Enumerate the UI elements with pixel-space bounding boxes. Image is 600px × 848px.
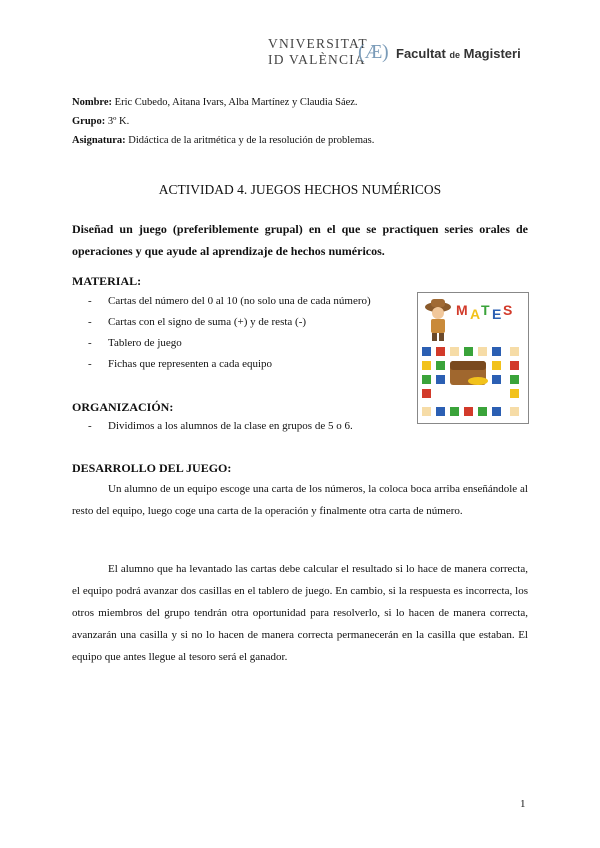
organizacion-heading: ORGANIZACIÓN: [72,400,174,414]
svg-text:S: S [503,302,513,318]
organizacion-list [88,416,353,437]
svg-text:E: E [492,306,502,322]
asignatura-value: Didáctica de la aritmética y de la resolución de problemas. [125,135,375,146]
mates-title-icon [456,302,512,322]
faculty-name [396,46,521,61]
list-item: - Cartas del número del 0 al 10 (no solo una de cada número) [88,295,371,307]
nombre-value: Eric Cubedo, Aitana Ivars, Alba Martínez y Claudia Sáez. [112,97,358,108]
game-board-icon [418,293,528,423]
desarrollo-paragraph-2: El alumno que ha levantado las cartas debe calcular el resultado si lo hace de manera correcta, el equipo podrá avanzar dos casillas en el tablero de juego. En cambio, si la respuesta es incorrecta, los otros miembros del grupo tendrán otra oportunidad para resolverlo, si lo hacen de manera correcta, avanzarán una casilla y si no lo hacen de manera correcta permanecerán en la casilla que estaban. El equipo que antes llegue al tesoro será el ganador. [72,563,528,663]
faculty-name-part2: Magisteri [463,46,521,61]
university-name-line2: ID VALÈNCIA [268,52,366,67]
list-item: - Cartas con el signo de suma (+) y de resta (-) [88,316,307,328]
svg-text:): ) [382,41,389,63]
page-title: ACTIVIDAD 4. JUEGOS HECHOS NUMÉRICOS [158,182,442,197]
svg-text:T: T [481,302,490,318]
game-board-illustration [417,292,529,424]
svg-text:A: A [470,306,481,322]
list-item: - Dividimos a los alumnos de la clase en grupos de 5 o 6. [88,420,353,432]
svg-text:M: M [456,302,468,318]
faculty-name-de: de [449,50,460,60]
grupo-value: 3º K. [105,116,130,127]
explorer-figure-icon [425,299,451,341]
university-logo [268,34,530,74]
material-list [88,291,371,375]
organizacion-item-text: Dividimos a los alumnos de la clase en grupos de 5 o 6. [108,420,353,432]
material-item-text: Cartas del número del 0 al 10 (no solo una de cada número) [108,295,371,307]
svg-text:(Æ: (Æ [358,41,383,63]
treasure-chest-icon [450,361,488,385]
info-nombre [72,97,358,108]
desarrollo-heading: DESARROLLO DEL JUEGO: [72,461,232,475]
info-asignatura [72,135,374,146]
material-item-text: Fichas que representen a cada equipo [108,358,273,370]
list-item: - Tablero de juego [88,337,182,349]
faculty-name-part1: Facultat [396,46,446,61]
material-heading: MATERIAL: [72,274,142,288]
list-item: - Fichas que representen a cada equipo [88,358,273,370]
material-item-text: Tablero de juego [108,337,182,349]
task-statement: Diseñad un juego (preferiblemente grupal) en el que se practiquen series orales de operaciones y que ayude al aprendizaje de hechos numéricos. [72,222,528,258]
university-name-line1: VNIVERSITAT [268,36,368,51]
page-number: 1 [520,798,526,810]
nombre-label: Nombre: [72,97,113,108]
faculty-emblem-icon [356,36,392,68]
desarrollo-paragraph-1: Un alumno de un equipo escoge una carta de los números, la coloca boca arriba enseñándole al resto del equipo, luego coge una carta de la operación y finalmente otra carta de número. [72,483,528,517]
material-item-text: Cartas con el signo de suma (+) y de resta (-) [108,316,307,328]
grupo-label: Grupo: [72,116,106,127]
info-grupo [72,116,129,127]
asignatura-label: Asignatura: [72,135,126,146]
